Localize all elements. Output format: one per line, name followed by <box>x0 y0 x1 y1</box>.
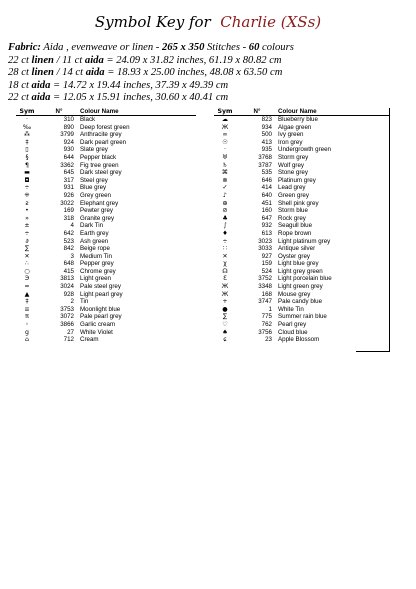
table-row <box>16 124 196 132</box>
row-colour-name: Elephant grey <box>80 199 119 207</box>
row-number: 762 <box>261 321 272 329</box>
row-colour-name: Deep forest green <box>80 123 130 131</box>
row-colour-name: Pale steel grey <box>80 283 121 291</box>
row-symbol: Ӂ <box>221 290 229 298</box>
row-colour-name: Iron grey <box>278 138 303 146</box>
row-colour-name: Shell pink grey <box>278 199 319 207</box>
row-number: 926 <box>63 191 74 199</box>
row-colour-name: Light platinum grey <box>278 237 331 245</box>
row-colour-name: Garlic cream <box>80 321 116 329</box>
row-colour-name: Chrome grey <box>80 267 116 275</box>
row-symbol: ☉ <box>222 138 228 146</box>
row-symbol: ɕ <box>223 336 227 344</box>
table-row <box>16 184 196 192</box>
row-symbol: ▯ <box>25 146 29 154</box>
row-number: 3024 <box>60 283 74 291</box>
row-number: 640 <box>261 191 272 199</box>
row-symbol: § <box>25 153 29 161</box>
row-colour-name: Pale pearl grey <box>80 313 122 321</box>
table-header <box>16 108 196 116</box>
title-pattern-name: Charlie (XSs) <box>220 13 322 31</box>
table-row <box>16 298 196 306</box>
row-colour-name: Dark Tin <box>80 222 104 230</box>
size-line: 22 ct linen / 11 ct aida = 24.09 x 31.82 inches, 61.19 x 80.82 cm <box>8 54 282 66</box>
row-colour-name: Granite grey <box>80 214 115 222</box>
row-colour-name: Rope brown <box>278 229 312 237</box>
row-colour-name: Cream <box>80 336 99 344</box>
table-row <box>16 177 196 185</box>
row-symbol: ⌘ <box>221 169 229 177</box>
row-number: 3348 <box>258 283 272 291</box>
row-number: 451 <box>261 199 272 207</box>
row-symbol: ◘ <box>24 176 30 184</box>
row-symbol: ∴ <box>25 260 29 268</box>
table-row <box>16 169 196 177</box>
row-number: 3072 <box>60 313 74 321</box>
row-symbol: ▬ <box>24 169 30 177</box>
row-number: 928 <box>63 290 74 298</box>
row-symbol: ÷ <box>24 229 30 237</box>
size-lines <box>8 55 408 105</box>
row-colour-name: Pale candy blue <box>278 298 323 306</box>
row-number: 4 <box>70 222 74 230</box>
row-number: 535 <box>261 169 272 177</box>
row-colour-name: Green grey <box>278 191 309 199</box>
colour-table-left <box>16 108 196 344</box>
header-sym: Sym <box>19 108 35 115</box>
stitch-size: 265 x 350 <box>161 42 205 53</box>
row-symbol: g <box>25 328 29 336</box>
row-symbol: ♠ <box>222 328 228 336</box>
row-number: 318 <box>63 214 74 222</box>
row-number: 924 <box>63 138 74 146</box>
table-row <box>16 200 196 208</box>
table-row <box>16 131 196 139</box>
row-colour-name: Storm grey <box>278 153 309 161</box>
row-symbol: ○ <box>24 267 30 275</box>
row-symbol: ∞ <box>222 131 228 139</box>
row-colour-name: Blueberry blue <box>278 116 318 123</box>
row-colour-name: Pearl grey <box>278 321 307 329</box>
row-symbol: ≡ <box>24 305 30 313</box>
row-colour-name: Stone grey <box>278 169 308 177</box>
row-number: 3753 <box>60 305 74 313</box>
table-body <box>16 116 196 344</box>
row-symbol: ≈ <box>24 283 30 291</box>
row-number: 415 <box>63 267 74 275</box>
row-symbol: » <box>25 214 29 222</box>
row-symbol: ƨ <box>25 199 29 207</box>
row-symbol: ♣ <box>222 214 228 222</box>
table-row <box>16 321 196 329</box>
row-number: 1 <box>268 305 272 313</box>
colour-count: 60 <box>248 42 260 53</box>
row-number: 159 <box>261 260 272 268</box>
table-frame <box>356 108 390 352</box>
row-number: 27 <box>67 328 74 336</box>
row-symbol: ‡ <box>25 298 29 306</box>
row-symbol: ± <box>24 222 30 230</box>
row-symbol: · <box>26 116 28 123</box>
table-row <box>16 207 196 215</box>
row-colour-name: Oyster grey <box>278 252 310 260</box>
row-number: 3752 <box>258 275 272 283</box>
row-colour-name: Tin <box>80 298 89 306</box>
row-symbol: ∷ <box>223 245 227 253</box>
header-number: N° <box>253 108 261 115</box>
row-symbol: ÷ <box>24 184 30 192</box>
row-colour-name: Light porcelain blue <box>278 275 332 283</box>
row-number: 927 <box>261 252 272 260</box>
table-row <box>16 238 196 246</box>
row-colour-name: White Violet <box>80 328 113 336</box>
row-symbol: ✓ <box>222 184 228 192</box>
row-colour-name: Pepper grey <box>80 260 114 268</box>
row-symbol: ♅ <box>222 153 228 161</box>
row-number: 842 <box>63 245 74 253</box>
row-colour-name: Fig tree green <box>80 161 119 169</box>
row-colour-name: Light blue grey <box>278 260 319 268</box>
row-number: 168 <box>261 290 272 298</box>
row-symbol: + <box>222 298 228 306</box>
row-number: 3756 <box>258 328 272 336</box>
row-number: 310 <box>63 116 74 123</box>
fabric-label: Fabric: <box>8 42 41 53</box>
row-colour-name: Rock grey <box>278 214 306 222</box>
row-symbol: Ɛ <box>223 275 227 283</box>
header-sym: Sym <box>217 108 233 115</box>
table-row <box>16 329 196 337</box>
table-row <box>16 230 196 238</box>
row-colour-name: Summer rain blue <box>278 313 327 321</box>
row-symbol: ∫ <box>223 222 227 230</box>
row-colour-name: Apple Blossom <box>278 336 320 344</box>
table-row <box>16 116 196 124</box>
row-number: 500 <box>261 131 272 139</box>
row-symbol: ⁜ <box>24 191 30 199</box>
table-row <box>16 268 196 276</box>
table-row <box>16 313 196 321</box>
row-number: 3799 <box>60 131 74 139</box>
row-colour-name: Ivy green <box>278 131 304 139</box>
row-symbol: ⊗ <box>222 176 228 184</box>
row-number: 523 <box>63 237 74 245</box>
table-row <box>16 260 196 268</box>
table-row <box>16 245 196 253</box>
size-line: 22 ct aida = 12.05 x 15.91 inches, 30.60 x 40.41 cm <box>8 92 229 103</box>
row-symbol: ∑ <box>222 313 228 321</box>
row-number: 3813 <box>60 275 74 283</box>
row-symbol: ‡ <box>25 138 29 146</box>
row-number: 931 <box>63 184 74 192</box>
row-colour-name: Earth grey <box>80 229 109 237</box>
row-number: 647 <box>261 214 272 222</box>
row-colour-name: Platinum grey <box>278 176 316 184</box>
row-symbol: ✕ <box>24 252 30 260</box>
row-colour-name: Beige rope <box>80 245 110 253</box>
row-colour-name: Dark pearl green <box>80 138 127 146</box>
row-number: 3768 <box>258 153 272 161</box>
row-number: 169 <box>63 207 74 215</box>
row-colour-name: Slate grey <box>80 146 108 154</box>
row-colour-name: Dark steel grey <box>80 169 122 177</box>
table-row <box>16 275 196 283</box>
table-row <box>16 162 196 170</box>
row-symbol: χ <box>223 260 227 268</box>
row-number: 3023 <box>258 237 272 245</box>
row-number: 2 <box>70 298 74 306</box>
row-symbol: π <box>25 313 29 321</box>
row-symbol: Э <box>24 275 30 283</box>
row-colour-name: Medium Tin <box>80 252 112 260</box>
row-symbol: · <box>224 146 226 154</box>
row-number: 823 <box>261 116 272 123</box>
size-line: 28 ct linen / 14 ct aida = 18.93 x 25.00 inches, 48.08 x 63.50 cm <box>8 67 283 78</box>
row-number: 645 <box>63 169 74 177</box>
row-symbol: ⁂ <box>23 131 31 139</box>
table-row <box>16 154 196 162</box>
row-symbol: ● <box>222 305 228 313</box>
table-row <box>16 139 196 147</box>
title-prefix: Symbol Key for <box>94 13 211 31</box>
row-colour-name: Light green grey <box>278 283 323 291</box>
row-number: 642 <box>63 229 74 237</box>
table-row <box>16 146 196 154</box>
row-number: 644 <box>63 153 74 161</box>
row-colour-name: Moonlight blue <box>80 305 121 313</box>
row-symbol: ∂ <box>25 237 29 245</box>
row-colour-name: Blue grey <box>80 184 107 192</box>
row-symbol: Ӝ <box>221 123 229 131</box>
row-number: 932 <box>261 222 272 230</box>
row-number: 712 <box>63 336 74 344</box>
row-symbol: ♄ <box>222 161 228 169</box>
row-colour-name: Light pearl grey <box>80 290 123 298</box>
header-colour-name: Colour Name <box>278 108 317 115</box>
fabric-line: Fabric: Aida , evenweave or linen - 265 x 350 Stitches - 60 colours <box>8 42 294 53</box>
row-number: 524 <box>261 267 272 275</box>
row-symbol: ♪ <box>223 191 227 199</box>
row-symbol: ◦ <box>25 321 29 329</box>
header-number: N° <box>55 108 63 115</box>
row-symbol: ☊ <box>222 267 228 275</box>
row-symbol: ⌂ <box>25 336 29 344</box>
row-colour-name: Mouse grey <box>278 290 311 298</box>
row-number: 160 <box>261 207 272 215</box>
header-colour-name: Colour Name <box>80 108 119 115</box>
table-row <box>16 336 196 344</box>
row-colour-name: Lead grey <box>278 184 306 192</box>
row-number: 3747 <box>258 298 272 306</box>
row-number: 890 <box>63 123 74 131</box>
row-colour-name: Seagull blue <box>278 222 313 230</box>
row-number: 935 <box>261 146 272 154</box>
row-symbol: ▲ <box>24 290 30 298</box>
row-number: 3022 <box>60 199 74 207</box>
row-symbol: ÷ <box>222 237 228 245</box>
row-number: 3362 <box>60 161 74 169</box>
page-title <box>0 12 416 32</box>
table-row <box>16 192 196 200</box>
row-colour-name: Storm blue <box>278 207 308 215</box>
row-colour-name: Undergrowth green <box>278 146 331 154</box>
row-symbol: Ӂ <box>221 283 229 291</box>
row-colour-name: Cloud blue <box>278 328 308 336</box>
row-colour-name: Black <box>80 116 96 123</box>
row-number: 930 <box>63 146 74 154</box>
row-colour-name: Grey green <box>80 191 111 199</box>
row-number: 413 <box>261 138 272 146</box>
row-colour-name: Light grey green <box>278 267 323 275</box>
row-symbol: ‰ <box>22 123 32 131</box>
row-colour-name: Antique silver <box>278 245 316 253</box>
fabric-info <box>8 42 408 105</box>
row-symbol: ¶ <box>25 161 29 169</box>
row-symbol: ♦ <box>222 229 228 237</box>
row-colour-name: Pepper black <box>80 153 117 161</box>
size-line: 18 ct aida = 14.72 x 19.44 inches, 37.39 x 49.39 cm <box>8 79 229 91</box>
table-row <box>16 253 196 261</box>
row-colour-name: Algae green <box>278 123 312 131</box>
row-colour-name: Anthracite grey <box>80 131 122 139</box>
row-symbol: ♡ <box>222 321 228 329</box>
row-number: 317 <box>63 176 74 184</box>
row-number: 775 <box>261 313 272 321</box>
table-row <box>16 283 196 291</box>
row-colour-name: White Tin <box>278 305 304 313</box>
row-number: 646 <box>261 176 272 184</box>
table-row <box>16 215 196 223</box>
table-row <box>16 291 196 299</box>
row-colour-name: Steel grey <box>80 176 108 184</box>
row-number: 613 <box>261 229 272 237</box>
table-row <box>16 306 196 314</box>
row-symbol: ✕ <box>222 252 228 260</box>
row-number: 934 <box>261 123 272 131</box>
row-number: 648 <box>63 260 74 268</box>
row-symbol: ∑ <box>24 245 30 253</box>
row-number: 23 <box>265 336 272 344</box>
row-number: 414 <box>261 184 272 192</box>
row-symbol: ⊘ <box>222 207 228 215</box>
row-number: 3866 <box>60 321 74 329</box>
table-row <box>16 222 196 230</box>
row-symbol: ⊕ <box>222 199 228 207</box>
row-colour-name: Pewter grey <box>80 207 114 215</box>
row-symbol: • <box>25 207 29 215</box>
row-colour-name: Light green <box>80 275 111 283</box>
row-colour-name: Wolf grey <box>278 161 305 169</box>
row-number: 3787 <box>258 161 272 169</box>
row-colour-name: Ash green <box>80 237 109 245</box>
row-symbol: ☁ <box>221 116 229 123</box>
row-number: 3033 <box>258 245 272 253</box>
row-number: 3 <box>70 252 74 260</box>
